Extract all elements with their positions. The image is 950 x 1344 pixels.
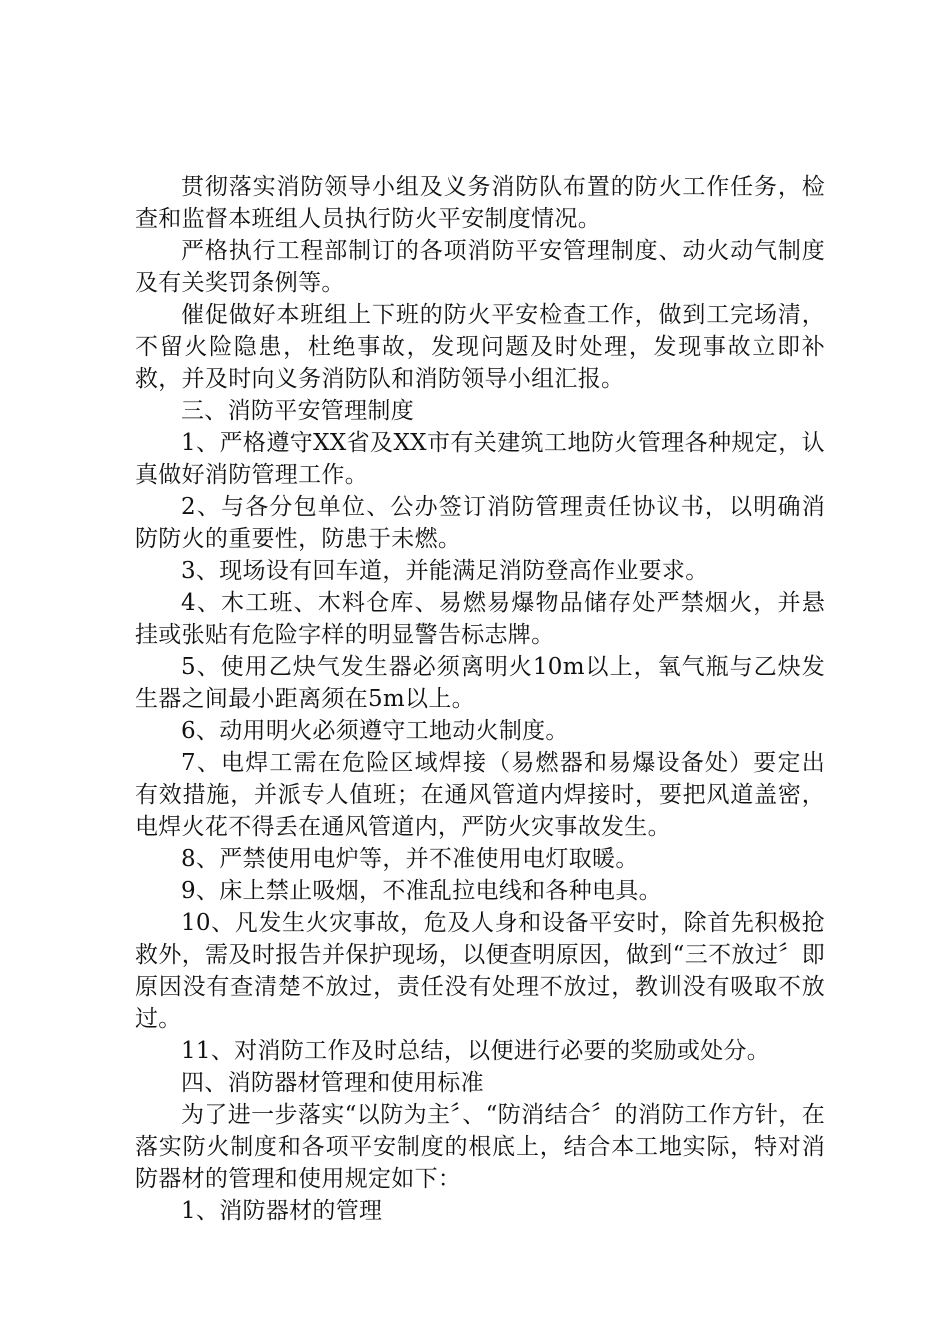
paragraph-duties-3: 催促做好本班组上下班的防火平安检查工作，做到工完场清，不留火险隐患，杜绝事故，发现问题及时处理，发现事故立即补救，并及时向义务消防队和消防领导小组汇报。 — [135, 302, 825, 392]
rule-item-2: 2、与各分包单位、公办签订消防管理责任协议书，以明确消防防火的重要性，防患于未燃。 — [135, 494, 825, 552]
paragraph-duties-2: 严格执行工程部制订的各项消防平安管理制度、动火动气制度及有关奖罚条例等。 — [135, 238, 825, 296]
rule-item-10: 10、凡发生火灾事故，危及人身和设备平安时，除首先积极抢救外，需及时报告并保护现场，以便查明原因，做到“三不放过〞即原因没有查清楚不放过，责任没有处理不放过，教训没有吸取不放过。 — [135, 910, 825, 1032]
rule-item-5: 5、使用乙炔气发生器必须离明火10m以上，氧气瓶与乙炔发生器之间最小距离须在5m以上。 — [135, 654, 825, 712]
section-heading-3: 三、消防平安管理制度 — [181, 398, 414, 424]
subsection-heading-1: 1、消防器材的管理 — [181, 1198, 383, 1224]
rule-item-7: 7、电焊工需在危险区域焊接（易燃器和易爆设备处）要定出有效措施，并派专人值班；在通风管道内焊接时，要把风道盖密，电焊火花不得丢在通风管道内，严防火灾事故发生。 — [135, 750, 825, 840]
rule-item-4: 4、木工班、木料仓库、易燃易爆物品储存处严禁烟火，并悬挂或张贴有危险字样的明显警告标志牌。 — [135, 590, 825, 648]
rule-item-9: 9、床上禁止吸烟，不准乱拉电线和各种电具。 — [181, 878, 662, 904]
paragraph-duties-1: 贯彻落实消防领导小组及义务消防队布置的防火工作任务，检查和监督本班组人员执行防火平安制度情况。 — [135, 174, 825, 232]
rule-item-1: 1、严格遵守XX省及XX市有关建筑工地防火管理各种规定，认真做好消防管理工作。 — [135, 430, 825, 488]
rule-item-6: 6、动用明火必须遵守工地动火制度。 — [181, 718, 569, 744]
paragraph-equipment-intro: 为了进一步落实“以防为主〞、“防消结合〞的消防工作方针，在落实防火制度和各项平安制度的根底上，结合本工地实际，特对消防器材的管理和使用规定如下： — [135, 1102, 825, 1192]
rule-item-8: 8、严禁使用电炉等，并不准使用电灯取暖。 — [181, 846, 639, 872]
section-heading-4: 四、消防器材管理和使用标准 — [181, 1070, 484, 1096]
rule-item-3: 3、现场设有回车道，并能满足消防登高作业要求。 — [181, 558, 709, 584]
document-body — [135, 171, 825, 1227]
rule-item-11: 11、对消防工作及时总结，以便进行必要的奖励或处分。 — [181, 1038, 771, 1064]
